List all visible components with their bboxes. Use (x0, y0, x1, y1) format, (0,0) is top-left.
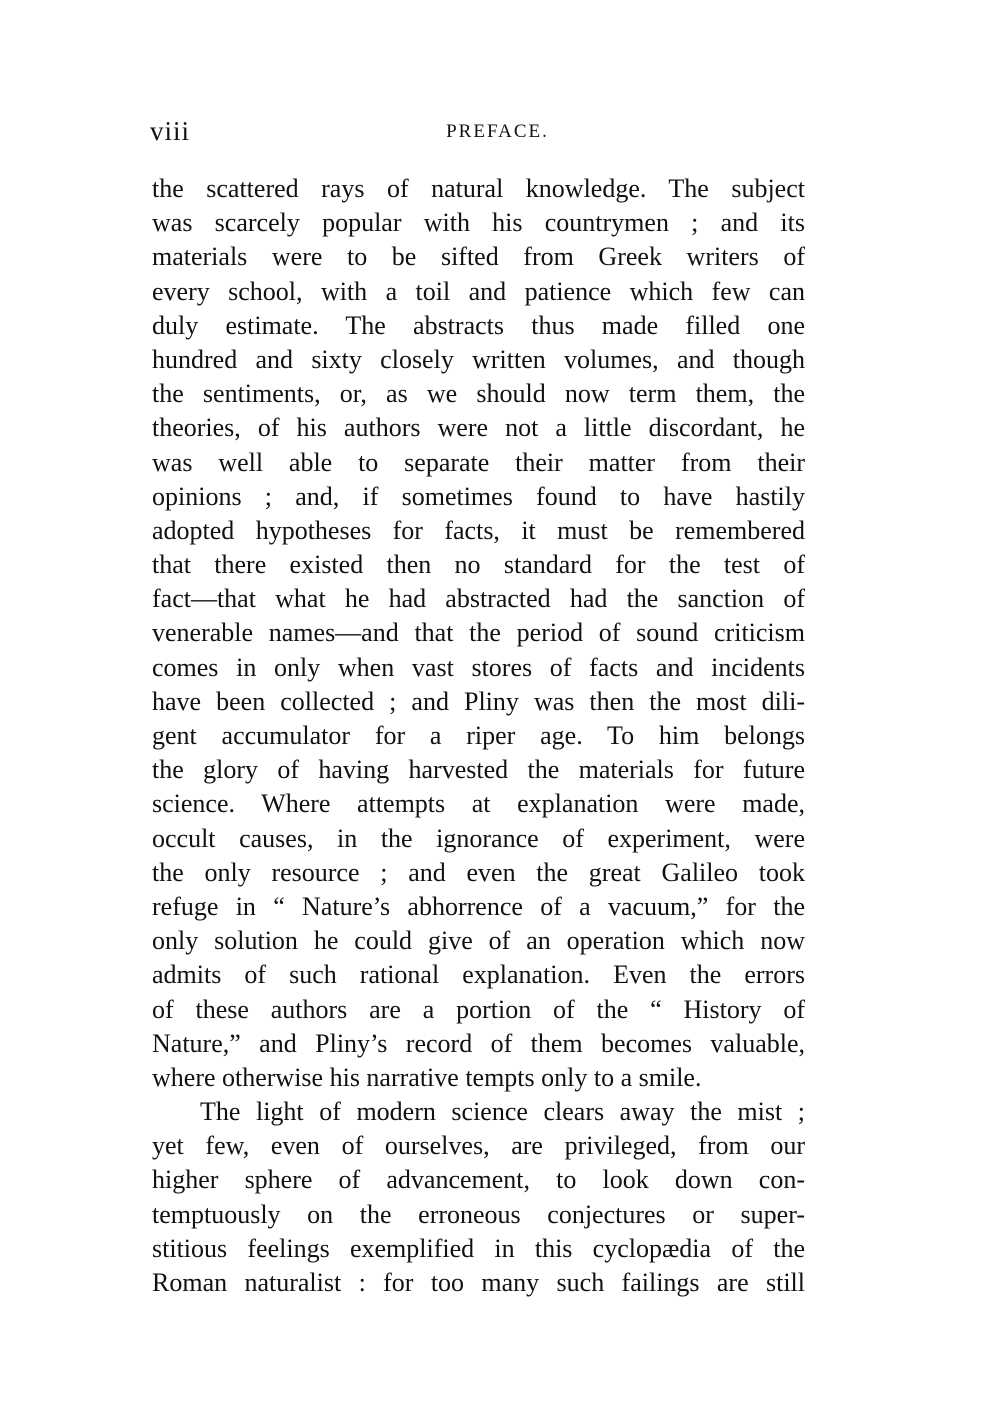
text-line: of these authors are a portion of the “ History of (152, 994, 805, 1024)
text-line: theories, of his authors were not a little discordant, he (152, 413, 805, 443)
running-head (150, 116, 805, 152)
body-text (152, 172, 805, 1300)
text-line: only solution he could give of an operation which now (152, 926, 805, 956)
text-line: every school, with a toil and patience which few can (152, 276, 805, 306)
text-line: the glory of having harvested the materials for future (152, 755, 805, 785)
text-line: the sentiments, or, as we should now term them, the (152, 379, 805, 409)
text-line: Roman naturalist : for too many such failings are still (152, 1268, 805, 1297)
text-line: gent accumulator for a riper age. To him belongs (152, 721, 805, 750)
page-number: viii (150, 116, 191, 146)
text-line: materials were to be sifted from Greek writers of (152, 242, 805, 272)
text-line: adopted hypotheses for facts, it must be remembered (152, 515, 805, 545)
text-line: science. Where attempts at explanation were made, (152, 789, 805, 819)
text-line: comes in only when vast stores of facts and incidents (152, 652, 805, 682)
text-line: admits of such rational explanation. Even the errors (152, 960, 805, 990)
text-line: opinions ; and, if sometimes found to have hastily (152, 481, 805, 511)
text-line: that there existed then no standard for the test of (152, 550, 805, 580)
text-line: the scattered rays of natural knowledge. The subject (152, 174, 805, 203)
text-line: higher sphere of advancement, to look down con- (152, 1165, 805, 1195)
text-line: yet few, even of ourselves, are privileged, from our (152, 1131, 805, 1161)
text-line: fact—that what he had abstracted had the sanction of (152, 584, 805, 614)
text-line: refuge in “ Nature’s abhorrence of a vacuum,” for the (152, 891, 805, 921)
text-line: temptuously on the erroneous conjectures or super- (152, 1199, 805, 1229)
text-line: was scarcely popular with his countrymen ; and its (152, 208, 805, 238)
paragraph-end-line: where otherwise his narrative tempts only to a smile. (152, 1062, 702, 1092)
text-line: the only resource ; and even the great Galileo took (152, 857, 805, 887)
text-line: was well able to separate their matter from their (152, 447, 805, 477)
text-line: occult causes, in the ignorance of experiment, were (152, 823, 805, 853)
text-line: have been collected ; and Pliny was then the most dili- (152, 686, 805, 716)
text-line: duly estimate. The abstracts thus made filled one (152, 310, 805, 340)
running-title: PREFACE. (446, 121, 549, 142)
text-line: Nature,” and Pliny’s record of them becomes valuable, (152, 1028, 805, 1058)
text-line: stitious feelings exemplified in this cyclopædia of the (152, 1233, 805, 1263)
text-line: venerable names—and that the period of sound criticism (152, 618, 805, 648)
paragraph-start-line: The light of modern science clears away the mist ; (200, 1097, 805, 1127)
text-line: hundred and sixty closely written volumes, and though (152, 344, 805, 374)
